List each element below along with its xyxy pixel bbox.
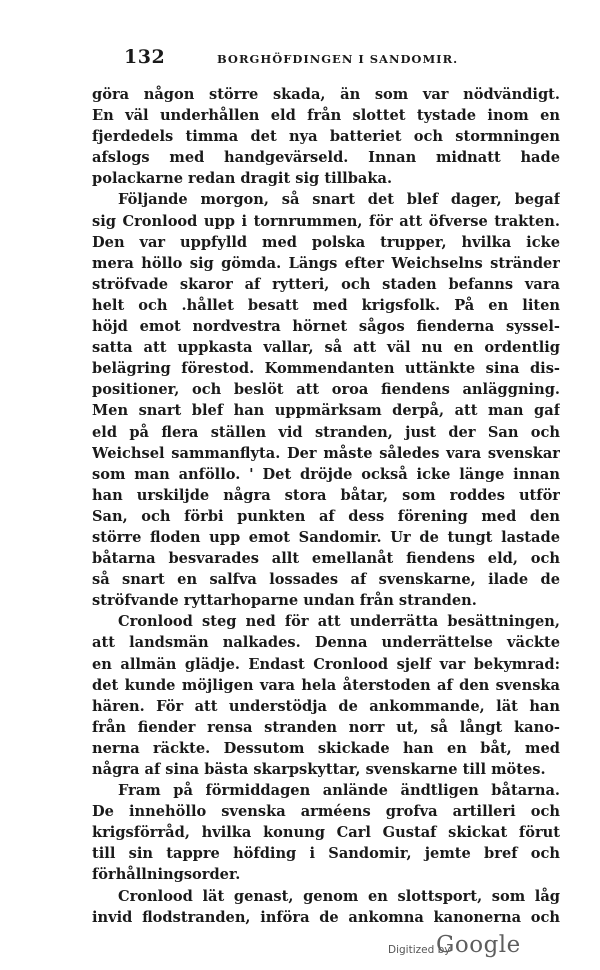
text-line: ströfvande ryttarhoparne undan från stranden.	[92, 592, 477, 610]
body-text	[92, 84, 560, 928]
page-number: 132	[124, 46, 166, 68]
text-line: som man anföllo. ' Det dröjde också icke länge innan	[92, 465, 560, 483]
text-line: höjd emot nordvestra hörnet sågos fienderna syssel-	[92, 318, 560, 336]
digitized-by-watermark	[388, 934, 528, 962]
text-line: det kunde möjligen vara hela återstoden af den svenska	[92, 676, 560, 694]
text-line: från fiender rensa stranden norr ut, så långt kano-	[92, 718, 560, 736]
text-line: större floden upp emot Sandomir. Ur de tungt lastade	[92, 528, 560, 546]
text-line: Cronlood steg ned för att underrätta besättningen,	[118, 613, 560, 631]
text-line: till sin tappre höfding i Sandomir, jemte bref och	[92, 845, 560, 863]
text-line: mera höllo sig gömda. Längs efter Weichselns stränder	[92, 254, 560, 272]
text-line: Följande morgon, så snart det blef dager, begaf	[118, 191, 560, 209]
text-line: helt och .hållet besatt med krigsfolk. På en liten	[92, 296, 560, 314]
text-line: afslogs med handgevärseld. Innan midnatt hade	[92, 149, 560, 167]
text-line: Den var uppfylld med polska trupper, hvilka icke	[92, 233, 560, 251]
text-line: Weichsel sammanflyta. Der måste således vara svenskar	[92, 444, 560, 462]
text-line: nerna räckte. Dessutom skickade han en båt, med	[92, 739, 560, 757]
text-line: han urskiljde några stora båtar, som roddes utför	[92, 486, 560, 504]
text-line: polackarne redan dragit sig tillbaka.	[92, 170, 393, 188]
text-line: att landsmän nalkades. Denna underrättelse väckte	[92, 634, 560, 652]
text-line: Fram på förmiddagen anlände ändtligen båtarna.	[118, 782, 560, 800]
text-line: positioner, och beslöt att oroa fiendens anläggning.	[92, 381, 560, 399]
text-line: några af sina bästa skarpskyttar, svenskarne till mötes.	[92, 761, 546, 778]
text-line: eld på flera ställen vid stranden, just der San och	[92, 423, 560, 441]
text-line: ströfvade skaror af rytteri, och staden befanns vara	[92, 275, 560, 293]
running-head	[92, 46, 552, 72]
text-line: En väl underhållen eld från slottet tystade inom en	[92, 107, 560, 125]
text-line: Men snart blef han uppmärksam derpå, att man gaf	[92, 402, 560, 420]
text-line: Cronlood lät genast, genom en slottsport, som låg	[118, 887, 560, 905]
text-line: förhållningsorder.	[92, 866, 241, 884]
text-line: krigsförråd, hvilka konung Carl Gustaf skickat förut	[92, 824, 560, 842]
text-line: hären. För att understödja de ankommande, lät han	[92, 697, 560, 715]
text-line: belägring förestod. Kommendanten uttänkte sina dis-	[92, 360, 560, 378]
text-line: San, och förbi punkten af dess förening med den	[92, 507, 560, 525]
watermark-prefix: Digitized by	[388, 944, 451, 956]
running-title: BORGHÖFDINGEN I SANDOMIR.	[217, 52, 459, 66]
text-line: sig Cronlood upp i tornrummen, för att öfverse trakten.	[92, 212, 560, 230]
text-line: en allmän glädje. Endast Cronlood sjelf var bekymrad:	[92, 655, 560, 673]
text-line: fjerdedels timma det nya batteriet och stormningen	[92, 128, 560, 146]
text-line: så snart en salfva lossades af svenskarne, ilade de	[92, 571, 560, 589]
text-line: De innehöllo svenska arméens grofva artilleri och	[92, 803, 560, 821]
text-line: satta att uppkasta vallar, så att väl nu en ordentlig	[92, 339, 560, 357]
text-line: göra någon större skada, än som var nödvändigt.	[92, 86, 560, 103]
text-line: invid flodstranden, införa de ankomna kanonerna och	[92, 908, 560, 926]
google-logo: Google	[436, 932, 521, 958]
text-line: båtarna besvarades allt emellanåt fiendens eld, och	[92, 550, 560, 568]
